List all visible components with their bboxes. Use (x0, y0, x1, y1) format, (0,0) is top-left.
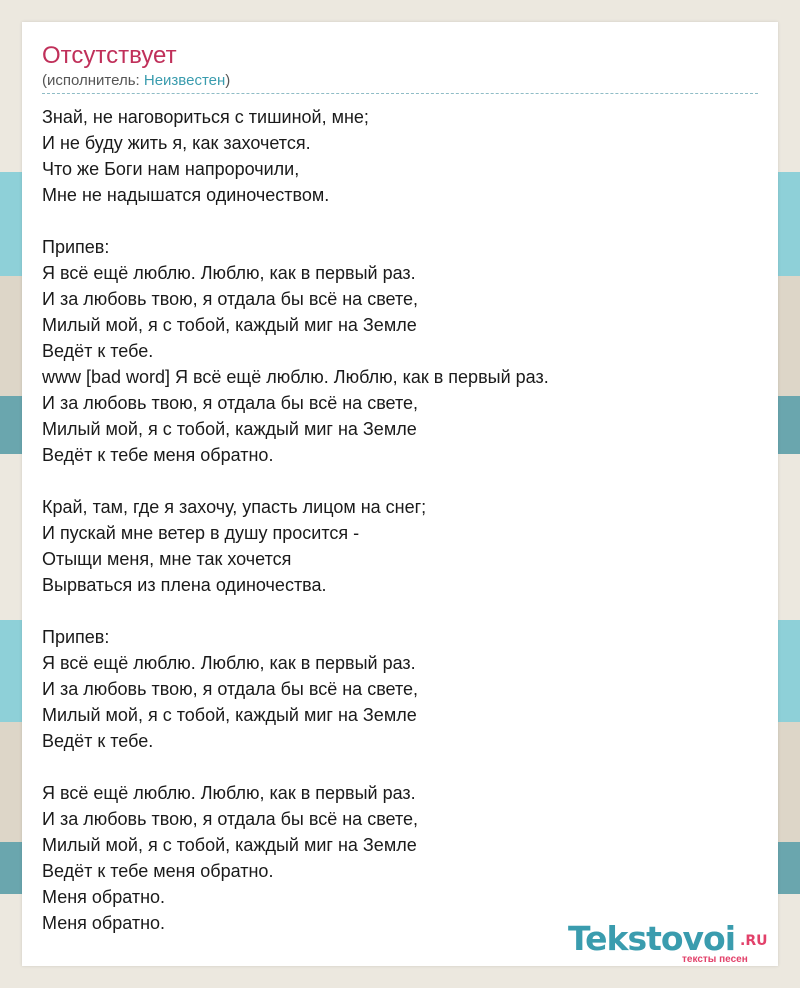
lyric-line: Ведёт к тебе. (42, 341, 154, 361)
lyric-line: Меня обратно. (42, 913, 166, 933)
lyric-line (42, 468, 549, 494)
lyric-line: Край, там, где я захочу, упасть лицом на снег; (42, 497, 427, 517)
lyric-line: И за любовь твою, я отдала бы всё на свете, (42, 679, 419, 699)
lyric-line (42, 754, 549, 780)
artist-prefix: (исполнитель: (42, 72, 144, 89)
song-title: Отсутствует (42, 42, 177, 69)
lyric-line: Ведёт к тебе. (42, 731, 154, 751)
lyric-line: Милый мой, я с тобой, каждый миг на Земле (42, 419, 417, 439)
artist-suffix: ) (225, 72, 231, 89)
lyric-line: Знай, не наговориться с тишиной, мне; (42, 107, 369, 127)
lyric-line: Ведёт к тебе меня обратно. (42, 861, 274, 881)
lyric-line: Что же Боги нам напророчили, (42, 159, 300, 179)
lyric-line (42, 208, 549, 234)
lyric-line: Я всё ещё люблю. Люблю, как в первый раз. (42, 783, 416, 803)
lyric-line: Вырваться из плена одиночества. (42, 575, 327, 595)
lyric-line: Отыщи меня, мне так хочется (42, 549, 292, 569)
logo-wordmark: Tekstovoi (568, 919, 736, 958)
site-logo[interactable] (568, 920, 778, 968)
lyric-line (42, 598, 549, 624)
divider (42, 93, 758, 94)
lyric-line: Припев: (42, 627, 110, 647)
lyrics-card (22, 22, 778, 966)
lyric-line: Милый мой, я с тобой, каждый миг на Земле (42, 315, 417, 335)
logo-tld: .RU (740, 933, 768, 949)
lyric-line: И за любовь твою, я отдала бы всё на свете, (42, 393, 419, 413)
lyric-line: Я всё ещё люблю. Люблю, как в первый раз. (42, 653, 416, 673)
lyric-line: И за любовь твою, я отдала бы всё на свете, (42, 289, 419, 309)
logo-tagline: тексты песен (682, 954, 748, 965)
lyrics-text (42, 104, 549, 936)
lyric-line: www [bad word] Я всё ещё люблю. Люблю, как в первый раз. (42, 367, 549, 387)
lyric-line: Милый мой, я с тобой, каждый миг на Земле (42, 835, 417, 855)
lyric-line: Я всё ещё люблю. Люблю, как в первый раз. (42, 263, 416, 283)
lyric-line: Припев: (42, 237, 110, 257)
lyric-line: Ведёт к тебе меня обратно. (42, 445, 274, 465)
lyric-line: Милый мой, я с тобой, каждый миг на Земле (42, 705, 417, 725)
artist-link[interactable]: Неизвестен (143, 72, 226, 89)
lyric-line: И за любовь твою, я отдала бы всё на свете, (42, 809, 419, 829)
lyric-line: И пускай мне ветер в душу просится - (42, 523, 360, 543)
lyric-line: Меня обратно. (42, 887, 166, 907)
lyric-line: И не буду жить я, как захочется. (42, 133, 311, 153)
lyric-line: Мне не надышатся одиночеством. (42, 185, 330, 205)
artist-line (42, 72, 230, 90)
